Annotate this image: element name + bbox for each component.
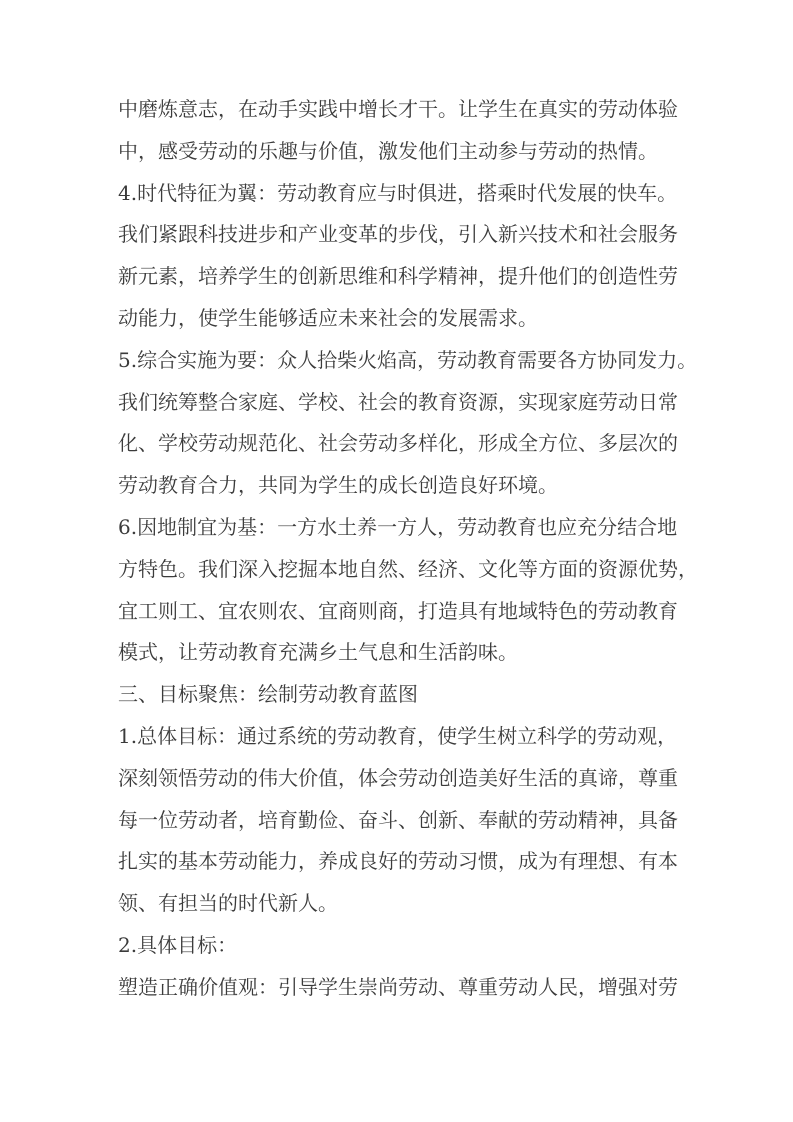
- text-line: 中，感受劳动的乐趣与价值，激发他们主动参与劳动的热情。: [118, 138, 658, 163]
- text-line: 我们统筹整合家庭、学校、社会的教育资源，实现家庭劳动日常: [118, 389, 678, 414]
- text-line: 模式，让劳动教育充满乡土气息和生活韵味。: [118, 640, 518, 665]
- text-line: 2.具体目标：: [118, 932, 238, 957]
- text-line: 领、有担当的时代新人。: [118, 891, 338, 916]
- text-line: 方特色。我们深入挖掘本地自然、经济、文化等方面的资源优势，: [118, 556, 698, 581]
- text-line: 劳动教育合力，共同为学生的成长创造良好环境。: [118, 473, 558, 498]
- text-line: 化、学校劳动规范化、社会劳动多样化，形成全方位、多层次的: [118, 431, 678, 456]
- text-line: 动能力，使学生能够适应未来社会的发展需求。: [118, 305, 538, 330]
- text-line: 三、目标聚焦：绘制劳动教育蓝图: [118, 682, 418, 707]
- text-line: 宜工则工、宜农则农、宜商则商，打造具有地域特色的劳动教育: [118, 598, 678, 623]
- text-line: 6.因地制宜为基：一方水土养一方人，劳动教育也应充分结合地: [118, 514, 678, 539]
- text-line: 每一位劳动者，培育勤俭、奋斗、创新、奉献的劳动精神，具备: [118, 807, 678, 832]
- text-line: 1.总体目标：通过系统的劳动教育，使学生树立科学的劳动观，: [118, 723, 678, 748]
- text-line: 塑造正确价值观：引导学生崇尚劳动、尊重劳动人民，增强对劳: [118, 974, 678, 999]
- document-text-body: [118, 89, 698, 1009]
- text-line: 中磨炼意志，在动手实践中增长才干。让学生在真实的劳动体验: [118, 97, 678, 121]
- text-line: 4.时代特征为翼：劳动教育应与时俱进，搭乘时代发展的快车。: [118, 180, 678, 205]
- text-line: 我们紧跟科技进步和产业变革的步伐，引入新兴技术和社会服务: [118, 222, 678, 247]
- text-line: 5.综合实施为要：众人拾柴火焰高，劳动教育需要各方协同发力。: [118, 347, 698, 372]
- text-line: 深刻领悟劳动的伟大价值，体会劳动创造美好生活的真谛，尊重: [118, 765, 678, 790]
- text-line: 扎实的基本劳动能力，养成良好的劳动习惯，成为有理想、有本: [118, 849, 678, 874]
- text-line: 新元素，培养学生的创新思维和科学精神，提升他们的创造性劳: [118, 264, 678, 289]
